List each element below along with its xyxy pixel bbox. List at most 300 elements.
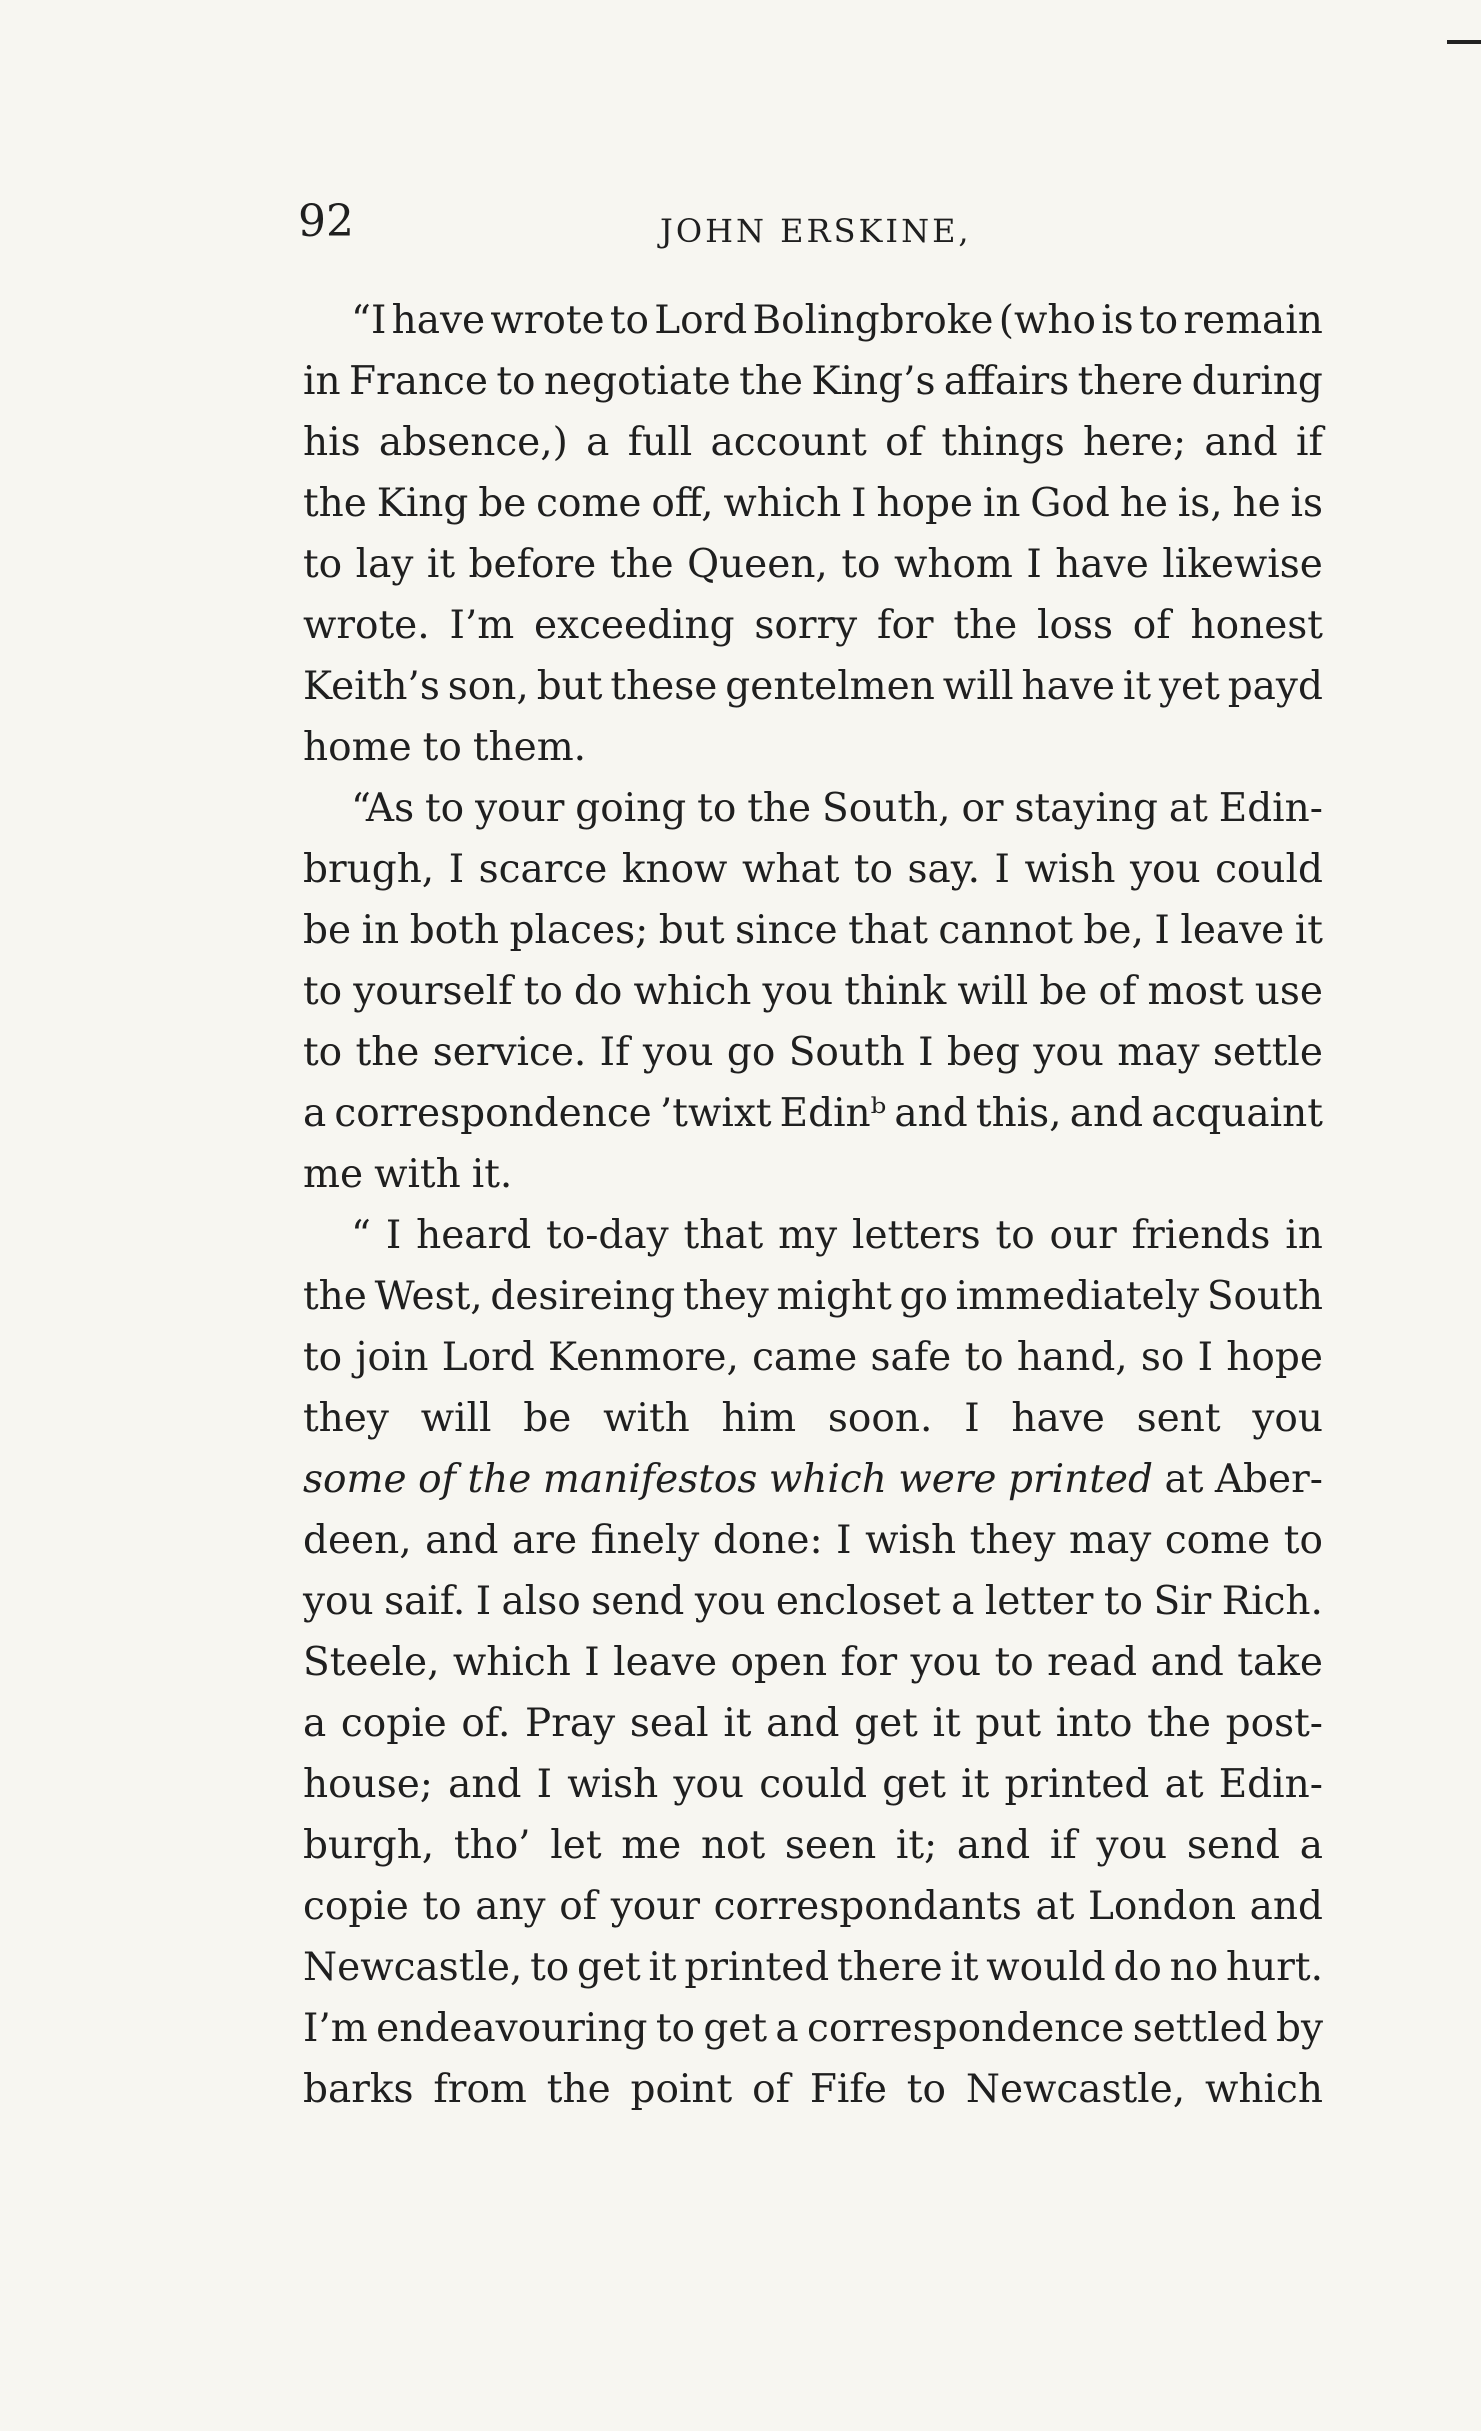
text-line	[303, 595, 1323, 656]
text-word: into	[1055, 1701, 1133, 1746]
text-word: get	[854, 1701, 918, 1746]
text-word: tho’	[453, 1823, 531, 1868]
text-word: correspondence	[806, 2006, 1125, 2051]
text-word: which	[452, 1640, 571, 1685]
text-word: the	[303, 1274, 367, 1319]
text-word: be	[1039, 969, 1088, 1014]
text-word: these	[610, 664, 718, 709]
text-word: seen	[784, 1823, 877, 1868]
text-word: you	[910, 1640, 982, 1685]
text-word: will	[942, 664, 1014, 709]
text-word: and	[448, 1762, 522, 1807]
text-word: honest	[1190, 603, 1323, 648]
text-word: the	[546, 2067, 611, 2112]
text-word: that	[683, 1213, 764, 1258]
text-word: printed	[1004, 1762, 1150, 1807]
text-line	[303, 717, 1323, 778]
text-word: to	[995, 1213, 1035, 1258]
text-word: manifestos	[542, 1457, 758, 1502]
text-word: safe	[870, 1335, 952, 1380]
text-word: hurt.	[1226, 1945, 1323, 1990]
text-word: yourself	[353, 969, 513, 1014]
text-word: is	[1290, 481, 1323, 526]
text-word: will	[957, 969, 1029, 1014]
text-word: leave	[1180, 908, 1285, 953]
text-line	[303, 2059, 1323, 2120]
text-word: correspondants	[713, 1884, 1022, 1929]
text-word: seal	[629, 1701, 709, 1746]
text-word: have	[1055, 542, 1149, 587]
text-word: King’s	[811, 359, 936, 404]
text-word: finely	[590, 1518, 700, 1563]
text-word: be	[478, 481, 527, 526]
text-word: with	[374, 1152, 461, 1197]
text-word: it	[961, 1762, 990, 1807]
text-word: absence,)	[378, 420, 568, 465]
text-word: but	[658, 908, 725, 953]
text-word: son,	[447, 664, 529, 709]
text-word: the	[303, 481, 367, 526]
text-word: God	[1030, 481, 1110, 526]
text-word: his	[303, 420, 361, 465]
text-word: Lord	[441, 1335, 535, 1380]
text-word: it;	[895, 1823, 938, 1868]
text-line	[303, 1876, 1323, 1937]
text-word: no	[1169, 1945, 1219, 1990]
text-word: Newcastle,	[965, 2067, 1186, 2112]
text-word: say.	[907, 847, 981, 892]
text-word: get	[576, 1945, 641, 1990]
text-word: but	[536, 664, 603, 709]
text-word: for	[840, 1640, 898, 1685]
text-word: will	[420, 1396, 492, 1441]
text-word: the	[747, 786, 812, 831]
text-word: which	[723, 481, 842, 526]
text-word: you	[1033, 1030, 1104, 1075]
text-word: were	[898, 1457, 997, 1502]
text-word: here;	[1083, 420, 1187, 465]
text-line	[303, 473, 1323, 534]
text-word: get	[882, 1762, 946, 1807]
text-word: if	[1296, 420, 1323, 465]
text-word: house;	[303, 1762, 433, 1807]
text-word: encloset	[775, 1579, 941, 1624]
text-word: to	[841, 542, 881, 587]
text-word: Kenmore,	[547, 1335, 739, 1380]
text-word: think	[844, 969, 947, 1014]
text-line	[303, 1754, 1323, 1815]
text-word: the	[1147, 1701, 1212, 1746]
text-word: go	[899, 1274, 948, 1319]
text-line	[303, 1998, 1323, 2059]
text-word: endeavouring	[376, 2006, 648, 2051]
text-word: may	[1069, 1518, 1152, 1563]
text-word: and	[1204, 420, 1278, 465]
text-word: be	[523, 1396, 572, 1441]
text-word: my	[778, 1213, 838, 1258]
text-word: to-day	[546, 1213, 669, 1258]
text-word: at	[1035, 1884, 1075, 1929]
text-word: settled	[1132, 2006, 1268, 2051]
text-word: Lord	[654, 298, 748, 343]
text-word: remain	[1183, 298, 1323, 343]
text-word: hope	[876, 481, 974, 526]
text-word: it	[648, 1945, 677, 1990]
text-word: hope	[1226, 1335, 1323, 1380]
text-word: I	[918, 1030, 934, 1075]
text-word: at	[1164, 1457, 1204, 1502]
text-word: to	[1103, 1579, 1144, 1624]
text-word: to	[523, 969, 563, 1014]
text-word: some	[303, 1457, 407, 1502]
text-word: you	[694, 1579, 766, 1624]
text-word: your	[610, 1884, 700, 1929]
text-word: could	[759, 1762, 868, 1807]
text-word: he	[1232, 481, 1281, 526]
text-word: Queen,	[687, 542, 828, 587]
text-word: lay	[355, 542, 414, 587]
text-word: account	[710, 420, 867, 465]
text-word: Pray	[525, 1701, 616, 1746]
text-word: barks	[303, 2067, 414, 2112]
text-word: me	[303, 1152, 364, 1197]
text-word: I	[1197, 1335, 1214, 1380]
text-word: not	[700, 1823, 766, 1868]
text-word: in	[982, 481, 1021, 526]
text-word: I	[1154, 908, 1170, 953]
text-line	[303, 1266, 1323, 1327]
text-word: saif.	[384, 1579, 466, 1624]
text-word: Bolingbroke	[752, 298, 994, 343]
text-word: I	[584, 1640, 600, 1685]
text-word: it	[426, 542, 456, 587]
text-word: put	[975, 1701, 1042, 1746]
text-word: South	[788, 1030, 905, 1075]
text-word: or	[961, 786, 1004, 831]
text-word: do	[1113, 1945, 1162, 1990]
text-word: which	[633, 969, 752, 1014]
text-word: before	[468, 542, 597, 587]
text-word: it	[723, 1701, 752, 1746]
text-line	[303, 1510, 1323, 1571]
text-word: sent	[1136, 1396, 1221, 1441]
text-word: there	[1077, 359, 1184, 404]
text-line	[303, 1571, 1323, 1632]
text-word: payd	[1227, 664, 1323, 709]
text-word: I	[994, 847, 1010, 892]
text-word: a	[586, 420, 610, 465]
text-word: I	[385, 1213, 402, 1258]
text-word: which	[1205, 2067, 1323, 2112]
text-word: is	[1101, 298, 1134, 343]
text-word: loss	[1037, 603, 1113, 648]
text-word: If	[599, 1030, 630, 1075]
text-word: me	[621, 1823, 682, 1868]
text-word: yet	[1159, 664, 1220, 709]
text-word: of	[1132, 603, 1171, 648]
text-word: I	[1026, 542, 1042, 587]
text-word: he	[1119, 481, 1168, 526]
text-word: to	[994, 1640, 1034, 1685]
text-word: and	[766, 1701, 840, 1746]
text-word: (who	[998, 298, 1096, 343]
text-word: of	[1098, 969, 1137, 1014]
text-line	[303, 778, 1323, 839]
text-word: since	[735, 908, 838, 953]
text-word: to	[1138, 298, 1179, 343]
text-word: do	[573, 969, 623, 1014]
text-word: use	[1254, 969, 1323, 1014]
text-word: to	[697, 786, 737, 831]
text-word: you	[673, 1762, 745, 1807]
text-word: friends	[1131, 1213, 1271, 1258]
text-line	[303, 1144, 1323, 1205]
text-word: if	[1049, 1823, 1077, 1868]
text-word: negotiate	[543, 359, 731, 404]
text-word: your	[475, 786, 565, 831]
text-word: you	[1129, 847, 1201, 892]
text-line	[303, 1083, 1323, 1144]
text-word: the	[953, 603, 1018, 648]
text-word: I	[475, 1579, 492, 1624]
text-word: cannot	[938, 908, 1073, 953]
text-line	[303, 961, 1323, 1022]
text-word: letters	[852, 1213, 981, 1258]
text-word: this,	[975, 1091, 1062, 1136]
text-word: in	[361, 908, 400, 953]
text-word: the	[355, 1030, 420, 1075]
body-text	[303, 290, 1323, 2120]
text-word: go	[726, 1030, 776, 1075]
text-word: West,	[374, 1274, 483, 1319]
text-word: of.	[461, 1701, 511, 1746]
text-word: sorry	[754, 603, 858, 648]
text-word: you	[642, 1030, 714, 1075]
text-word: at	[1168, 786, 1208, 831]
text-line	[303, 412, 1323, 473]
text-word: from	[433, 2067, 527, 2112]
text-word: get	[703, 2006, 768, 2051]
text-word: heard	[416, 1213, 532, 1258]
text-word: Sir	[1153, 1579, 1212, 1624]
text-word: come	[536, 481, 642, 526]
text-word: Keith’s	[303, 664, 440, 709]
text-word: it	[1294, 908, 1323, 953]
text-line	[303, 1815, 1323, 1876]
text-word: for	[877, 603, 934, 648]
text-word: “I	[351, 298, 387, 343]
text-word: London	[1088, 1884, 1237, 1929]
text-word: immediately	[955, 1274, 1200, 1319]
text-word: letter	[984, 1579, 1094, 1624]
text-word: printed	[1008, 1457, 1153, 1502]
text-word: going	[575, 786, 687, 831]
text-line	[303, 351, 1323, 412]
text-word: what	[741, 847, 840, 892]
text-word: in	[303, 359, 341, 404]
text-word: join	[355, 1335, 429, 1380]
text-word: correspondence	[334, 1091, 652, 1136]
text-word: have	[391, 298, 486, 343]
text-word: to	[530, 1945, 570, 1990]
text-word: I	[448, 847, 465, 892]
text-word: come	[1164, 1518, 1271, 1563]
text-line	[303, 1388, 1323, 1449]
text-word: and	[425, 1518, 499, 1563]
text-line	[303, 1327, 1323, 1388]
text-word: staying	[1014, 786, 1158, 831]
text-word: I’m	[449, 603, 515, 648]
text-word: with	[603, 1396, 690, 1441]
text-word: it	[932, 1701, 961, 1746]
text-word: to	[303, 1030, 343, 1075]
corner-mark	[1447, 40, 1481, 44]
text-word: be,	[1083, 908, 1144, 953]
text-word: to	[964, 1335, 1004, 1380]
text-word: to	[1283, 1518, 1323, 1563]
text-word: scarce	[478, 847, 608, 892]
text-word: may	[1117, 1030, 1200, 1075]
text-word: desireing	[490, 1274, 676, 1319]
text-word: a	[303, 1701, 327, 1746]
text-word: King	[376, 481, 469, 526]
text-word: would	[986, 1945, 1106, 1990]
text-word: wish	[865, 1518, 957, 1563]
text-word: the	[609, 542, 674, 587]
text-word: France	[348, 359, 488, 404]
text-word: the	[739, 359, 803, 404]
text-word: exceeding	[534, 603, 735, 648]
text-word: to	[906, 2067, 946, 2112]
text-word: them.	[472, 725, 587, 770]
text-word: service.	[432, 1030, 587, 1075]
text-word: and	[956, 1823, 1031, 1868]
text-line	[303, 1205, 1323, 1266]
text-word: full	[627, 420, 693, 465]
text-word: Steele,	[303, 1640, 440, 1685]
text-word: you	[1096, 1823, 1168, 1868]
text-word: also	[501, 1579, 581, 1624]
text-word: to	[655, 2006, 695, 2051]
text-word: “	[351, 1213, 371, 1258]
text-word: to	[303, 969, 343, 1014]
text-word: affairs	[943, 359, 1070, 404]
text-word: you	[762, 969, 834, 1014]
text-word: to	[853, 847, 894, 892]
text-word: most	[1147, 969, 1244, 1014]
text-word: ’twixt	[659, 1091, 772, 1136]
text-word: to	[425, 786, 465, 831]
text-word: him	[721, 1396, 797, 1441]
text-word: deen,	[303, 1518, 412, 1563]
text-word: send	[591, 1579, 685, 1624]
text-word: Aber-	[1214, 1457, 1323, 1502]
text-line	[303, 534, 1323, 595]
text-word: is,	[1177, 481, 1223, 526]
text-word: wish	[567, 1762, 659, 1807]
text-word: settle	[1212, 1030, 1323, 1075]
text-word: “As	[351, 786, 415, 831]
text-word: of	[885, 420, 924, 465]
running-title: JOHN ERSKINE,	[660, 212, 972, 250]
text-word: there	[837, 1945, 943, 1990]
text-word: I	[964, 1396, 980, 1441]
text-line	[303, 900, 1323, 961]
text-word: by	[1276, 2006, 1323, 2051]
text-line	[303, 1022, 1323, 1083]
text-word: take	[1237, 1640, 1323, 1685]
page-number: 92	[298, 196, 354, 247]
text-word: at	[1164, 1762, 1204, 1807]
text-word: hand,	[1016, 1335, 1128, 1380]
text-word: burgh,	[303, 1823, 435, 1868]
text-word: I	[536, 1762, 553, 1807]
text-word: have	[1021, 664, 1115, 709]
text-word: they	[969, 1518, 1056, 1563]
text-word: of	[418, 1457, 456, 1502]
text-word: during	[1191, 359, 1323, 404]
text-word: open	[730, 1640, 828, 1685]
text-word: I	[836, 1518, 852, 1563]
text-word: any	[475, 1884, 546, 1929]
text-word: read	[1047, 1640, 1138, 1685]
text-line	[303, 1449, 1323, 1510]
text-word: wish	[1024, 847, 1116, 892]
text-word: to	[303, 1335, 343, 1380]
text-word: point	[630, 2067, 733, 2112]
text-word: in	[1285, 1213, 1323, 1258]
text-word: places;	[509, 908, 649, 953]
text-word: South	[1206, 1274, 1323, 1319]
text-word: are	[512, 1518, 578, 1563]
text-word: so	[1140, 1335, 1185, 1380]
text-word: to	[422, 1884, 462, 1929]
text-word: soon.	[827, 1396, 933, 1441]
text-word: and	[894, 1091, 968, 1136]
text-word: to	[609, 298, 649, 343]
text-word: likewise	[1162, 542, 1323, 587]
text-word: copie	[303, 1884, 409, 1929]
text-word: things	[941, 420, 1065, 465]
text-word: you	[303, 1579, 374, 1624]
text-word: to	[303, 542, 343, 587]
text-word: brugh,	[303, 847, 435, 892]
text-word: know	[621, 847, 728, 892]
text-word: Edinᵇ	[779, 1091, 887, 1136]
text-word: acquaint	[1151, 1091, 1323, 1136]
text-word: a	[775, 2006, 799, 2051]
text-word: a	[951, 1579, 975, 1624]
text-word: Newcastle,	[303, 1945, 523, 1990]
text-word: leave	[613, 1640, 718, 1685]
text-word: printed	[684, 1945, 830, 1990]
text-word: and	[1069, 1091, 1144, 1136]
text-word: both	[409, 908, 499, 953]
text-word: Edin-	[1218, 786, 1323, 831]
text-word: whom	[893, 542, 1013, 587]
text-word: I’m	[303, 2006, 368, 2051]
text-word: Fife	[809, 2067, 887, 2112]
text-word: South,	[822, 786, 951, 831]
text-word: they	[682, 1274, 769, 1319]
text-word: that	[848, 908, 928, 953]
text-word: to	[422, 725, 462, 770]
text-word: wrote	[490, 298, 605, 343]
text-line	[303, 656, 1323, 717]
text-word: the	[467, 1457, 532, 1502]
text-word: it.	[471, 1152, 513, 1197]
text-word: might	[776, 1274, 892, 1319]
